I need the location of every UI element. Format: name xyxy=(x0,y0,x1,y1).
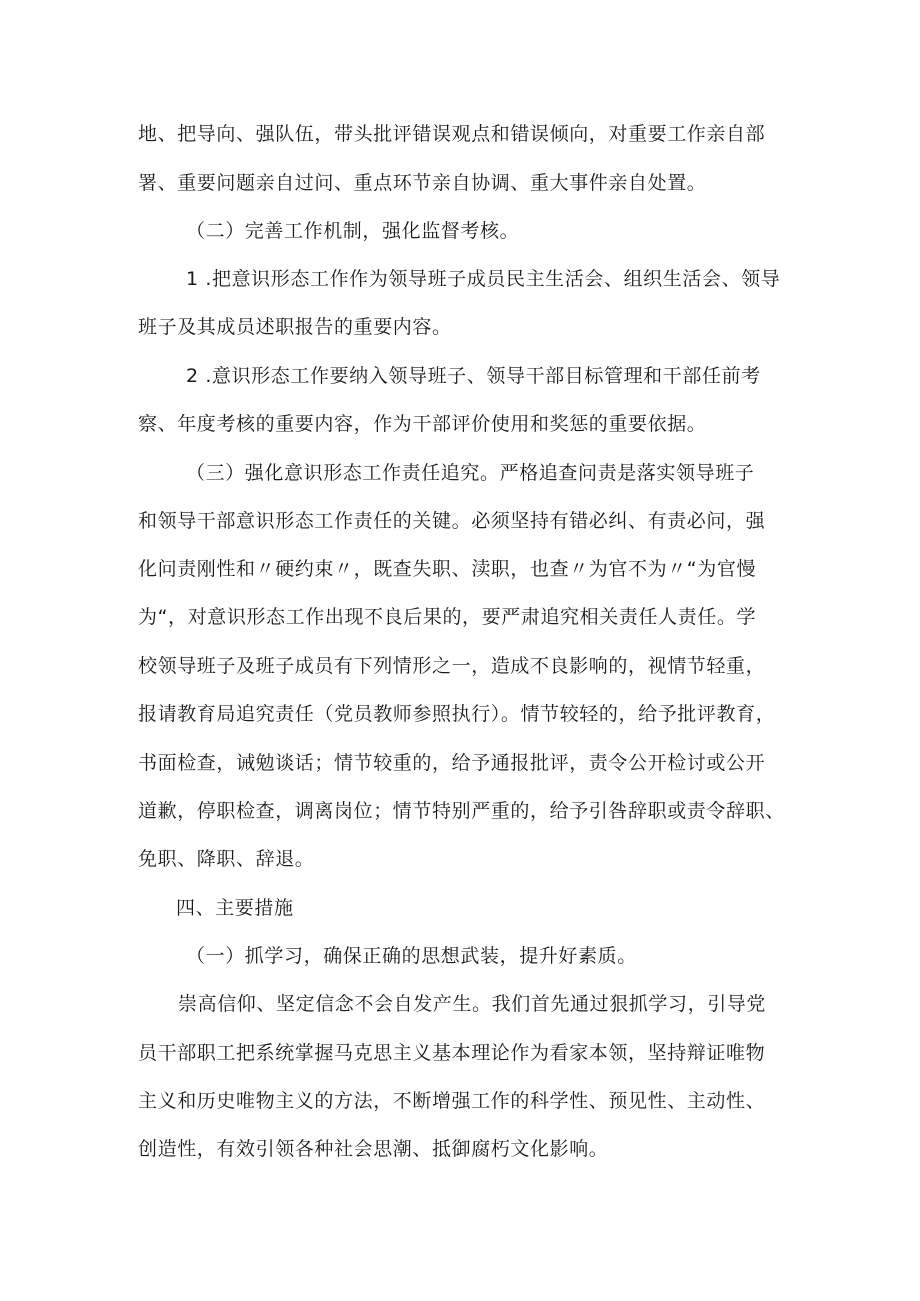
body-text-line: 地、把导向、强队伍，带头批评错误观点和错误倾向，对重要工作亲自部 xyxy=(138,123,766,145)
section-heading: （二）完善工作机制，强化监督考核。 xyxy=(186,220,520,242)
body-text-line: 为“，对意识形态工作出现不良后果的，要严肃追究相关责任人责任。学 xyxy=(138,606,757,628)
body-text-line: 道歉，停职检查，调离岗位；情节特别严重的，给予引咎辞职或责令辞职、 xyxy=(138,800,785,822)
body-text-line: 校领导班子及班子成员有下列情形之一，造成不良影响的，视情节轻重， xyxy=(138,655,766,677)
body-text-line: 创造性，有效引领各种社会思潮、抵御腐朽文化影响。 xyxy=(138,1138,609,1160)
body-text-line: 署、重要问题亲自过问、重点环节亲自协调、重大事件亲自处置。 xyxy=(138,172,707,194)
body-text-line: 主义和历史唯物主义的方法，不断增强工作的科学性、预见性、主动性、 xyxy=(138,1090,766,1112)
body-text-line: 员干部职工把系统掌握马克思主义基本理论作为看家本领，坚持辩证唯物 xyxy=(138,1042,766,1064)
numbered-item: 1 .把意识形态工作作为领导班子成员民主生活会、组织生活会、领导 xyxy=(186,268,781,290)
numbered-item: 2 .意识形态工作要纳入领导班子、领导干部目标管理和干部任前考 xyxy=(186,365,761,387)
section-heading: （三）强化意识形态工作责任追究。严格追查问责是落实领导班子 xyxy=(186,462,755,484)
body-text-line: 免职、降职、辞退。 xyxy=(138,848,315,870)
body-text-line: 报请教育局追究责任（党员教师参照执行）。情节较轻的，给予批评教育， xyxy=(138,703,776,725)
chapter-heading: 四、主要措施 xyxy=(176,897,294,919)
body-text-line: 化问责刚性和〃硬约束〃，既查失职、渎职，也查〃为官不为〃“为官慢 xyxy=(138,558,757,580)
body-text-line: 察、年度考核的重要内容，作为干部评价使用和奖惩的重要依据。 xyxy=(138,413,707,435)
section-heading: （一）抓学习，确保正确的思想武装，提升好素质。 xyxy=(186,945,637,967)
body-text-line: 和领导干部意识形态工作责任的关键。必须坚持有错必纠、有责必问，强 xyxy=(138,510,766,532)
body-text-line: 班子及其成员述职报告的重要内容。 xyxy=(138,316,452,338)
body-text-line: 崇高信仰、坚定信念不会自发产生。我们首先通过狠抓学习，引导党 xyxy=(178,993,767,1015)
body-text-line: 书面检查，诫勉谈话；情节较重的，给予通报批评，责令公开检讨或公开 xyxy=(138,752,766,774)
